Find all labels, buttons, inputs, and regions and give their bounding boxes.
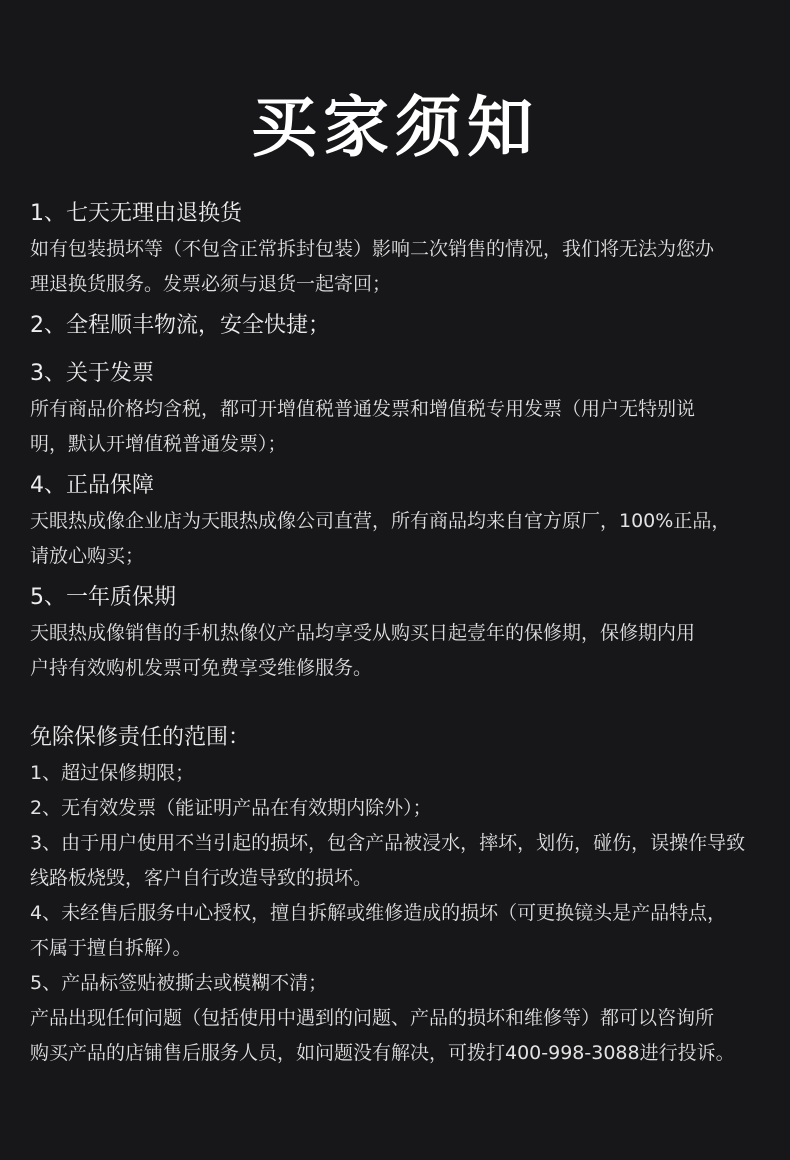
exclusion-line: 3、由于用户使用不当引起的损坏，包含产品被浸水，摔坏，划伤，碰伤，误操作导致 (30, 832, 746, 854)
page-title: 买家须知 (251, 89, 539, 166)
section-heading: 5、一年质保期 (30, 585, 176, 610)
section-invoice (30, 356, 772, 462)
section-line: 如有包装损坏等（不包含正常拆封包装）影响二次销售的情况，我们将无法为您办 (30, 238, 715, 260)
exclusion-line: 2、无有效发票（能证明产品在有效期内除外）； (30, 797, 432, 819)
section-heading: 4、正品保障 (30, 473, 154, 498)
section-authenticity (30, 468, 772, 574)
section-line: 天眼热成像企业店为天眼热成像公司直营，所有商品均来自官方原厂，100%正品， (30, 510, 731, 532)
exclusion-line: 4、未经售后服务中心授权，擅自拆解或维修造成的损坏（可更换镜头是产品特点， (30, 902, 727, 924)
exclusion-line: 5、产品标签贴被撕去或模糊不清； (30, 972, 328, 994)
section-shipping (30, 308, 772, 344)
section-line: 天眼热成像销售的手机热像仪产品均享受从购买日起壹年的保修期，保修期内用 (30, 622, 696, 644)
section-return-policy (30, 196, 772, 302)
exclusions-section (30, 720, 772, 1071)
section-heading: 1、七天无理由退换货 (30, 201, 242, 226)
section-line: 所有商品价格均含税，都可开增值税普通发票和增值税专用发票（用户无特别说 (30, 398, 696, 420)
exclusion-line: 线路板烧毁，客户自行改造导致的损坏。 (30, 867, 373, 889)
section-warranty (30, 580, 772, 686)
section-heading: 3、关于发票 (30, 361, 154, 386)
exclusions-heading: 免除保修责任的范围： (30, 725, 251, 750)
section-line: 户持有效购机发票可免费享受维修服务。 (30, 657, 373, 679)
section-line: 请放心购买； (30, 545, 145, 567)
section-line: 理退换货服务。发票必须与退货一起寄回； (30, 273, 392, 295)
notice-content (30, 196, 772, 1071)
section-heading: 2、全程顺丰物流，安全快捷； (30, 313, 330, 338)
section-line: 明，默认开增值税普通发票）； (30, 433, 287, 455)
exclusion-line: 不属于擅自拆解）。 (30, 937, 192, 959)
contact-line: 产品出现任何问题（包括使用中遇到的问题、产品的损坏和维修等）都可以咨询所 (30, 1007, 715, 1029)
exclusion-line: 1、超过保修期限； (30, 762, 195, 784)
contact-line: 购买产品的店铺售后服务人员，如问题没有解决，可拨打400-998-3088进行投诉。 (30, 1042, 735, 1064)
